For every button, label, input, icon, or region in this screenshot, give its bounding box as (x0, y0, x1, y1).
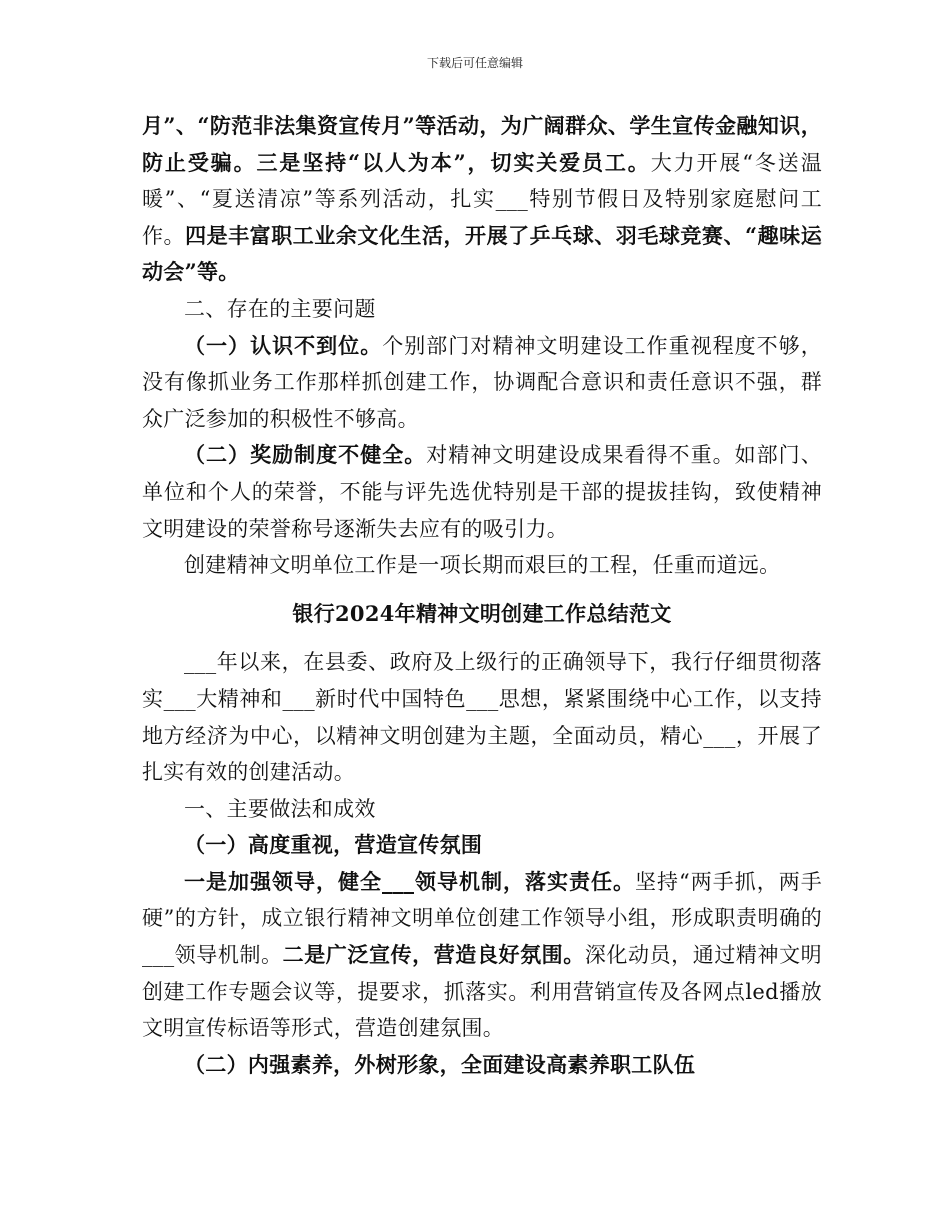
paragraph-problem-1 (142, 328, 822, 438)
section-heading-measures: 一、主要做法和成效 (184, 796, 376, 821)
body-text: 对精神文明建设成果看得不重。如部门、单位和个人的荣誉，不能与评先选优特别是干部的提拔挂钩，致使精神文明建设的荣誉称号逐渐失去应有的吸引力。 (142, 443, 822, 541)
body-text: 个别部门对精神文明建设工作重视程度不够，没有像抓业务工作那样抓创建工作，协调配合意识和责任意识不强，群众广泛参加的积极性不够高。 (142, 333, 823, 431)
bold-text: 四是丰富职工业余文化生活，开展了乒乓球、羽毛球竞赛、“趣味运动会”等。 (142, 222, 822, 285)
paragraph-activities (142, 108, 822, 291)
body-text: 大力开展“冬送温暖”、“夏送清凉”等系列活动，扎实___特别节假日及特别家庭慰问工作。 (142, 150, 822, 248)
bold-lead: 一是加强领导，健全___领导机制，落实责任。 (184, 868, 635, 894)
subsection-heading-1: （一）高度重视，营造宣传氛围 (184, 832, 483, 858)
bold-lead: 二是广泛宣传，营造良好氛围。 (282, 942, 585, 968)
document-title: 银行2024年精神文明创建工作总结范文 (292, 600, 672, 626)
paragraph-leadership (142, 864, 822, 1047)
paragraph-intro: ___年以来，在县委、政府及上级行的正确领导下，我行仔细贯彻落实___大精神和___新时代中国特色___思想，紧紧围绕中心工作，以支持地方经济为中心，以精神文明创建为主题，全面动员，精心___，开展了扎实有效的创建活动。 (142, 650, 822, 785)
body-text: 深化动员，通过精神文明创建工作专题会议等，提要求，抓落实。利用营销宣传及各网点led播放文明宣传标语等形式，营造创建氛围。 (142, 943, 822, 1041)
bold-lead: （二）奖励制度不健全。 (184, 442, 427, 468)
document-body (142, 108, 822, 1083)
subsection-heading-2: （二）内强素养，外树形象，全面建设高素养职工队伍 (184, 1051, 696, 1077)
section-heading-problems: 二、存在的主要问题 (184, 296, 376, 321)
header-note: 下载后可任意编辑 (426, 56, 523, 70)
bold-text: 月”、“防范非法集资宣传月”等活动，为广阔群众、学生宣传金融知识，防止受骗。三是坚持“以人为本”，切实关爱员工。 (142, 113, 822, 175)
paragraph-conclusion: 创建精神文明单位工作是一项长期而艰巨的工程，任重而道远。 (184, 553, 781, 578)
body-text: 坚持“两手抓，两手硬”的方针，成立银行精神文明单位创建工作领导小组，形成职责明确的___领导机制。 (142, 869, 822, 968)
paragraph-problem-2 (142, 437, 822, 547)
bold-lead: （一）认识不到位。 (184, 332, 383, 358)
